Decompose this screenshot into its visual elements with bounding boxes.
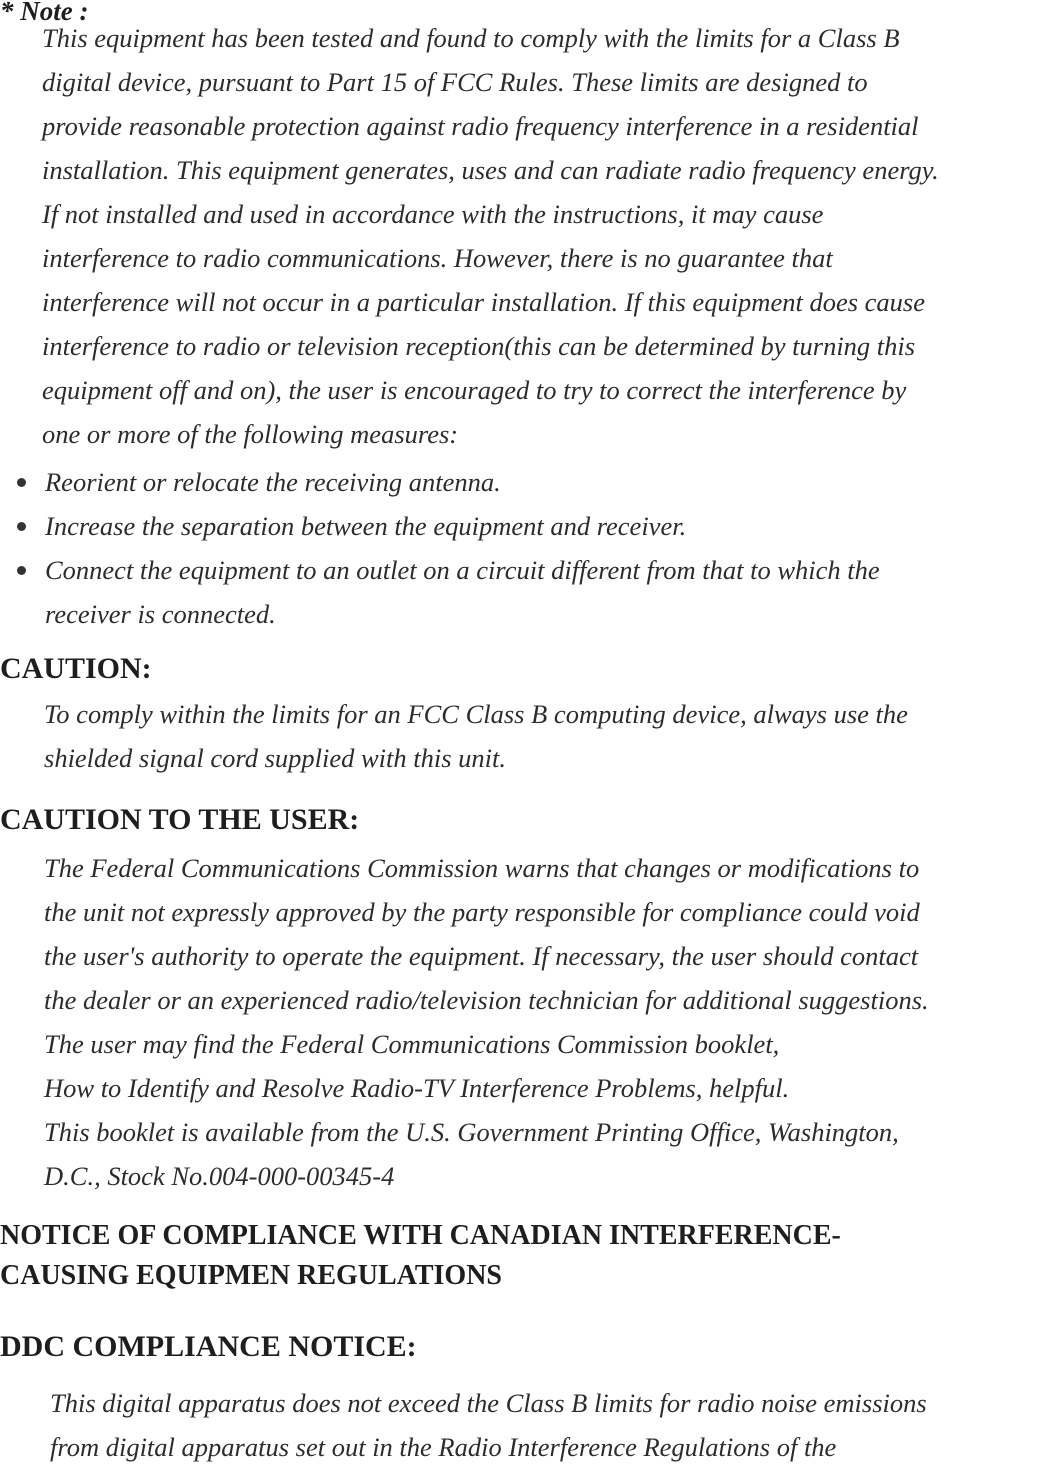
note-line: interference to radio communications. However, there is no guarantee that [42, 243, 833, 273]
caution-line: shielded signal cord supplied with this unit. [44, 743, 507, 773]
note-paragraph [42, 16, 939, 456]
measure-text: receiver is connected. [45, 599, 276, 629]
measures-list [0, 460, 880, 636]
measure-text: Reorient or relocate the receiving antenna. [45, 467, 501, 497]
note-line: interference will not occur in a particular installation. If this equipment does cause [42, 287, 925, 317]
bullet-icon [17, 566, 26, 575]
caution-heading: CAUTION: [0, 652, 152, 685]
note-heading: * Note : [0, 0, 89, 26]
ddc-line: This digital apparatus does not exceed the Class B limits for radio noise emissions [50, 1388, 927, 1418]
note-line: If not installed and used in accordance with the instructions, it may cause [42, 199, 824, 229]
bullet-icon [17, 478, 26, 487]
caution-user-line: How to Identify and Resolve Radio-TV Interference Problems, helpful. [44, 1073, 790, 1103]
note-line: provide reasonable protection against radio frequency interference in a residential [42, 111, 919, 141]
caution-user-line: This booklet is available from the U.S. Government Printing Office, Washington, [44, 1117, 899, 1147]
measure-text: Increase the separation between the equipment and receiver. [45, 511, 687, 541]
caution-user-paragraph [44, 846, 929, 1198]
caution-user-line: The user may find the Federal Communications Commission booklet, [44, 1029, 780, 1059]
caution-user-line: D.C., Stock No.004-000-00345-4 [44, 1161, 395, 1191]
caution-paragraph [44, 692, 908, 780]
bullet-icon [17, 522, 26, 531]
ddc-heading: DDC COMPLIANCE NOTICE: [0, 1330, 417, 1363]
note-line: equipment off and on), the user is encouraged to try to correct the interference by [42, 375, 907, 405]
note-line: This equipment has been tested and found to comply with the limits for a Class B [42, 23, 900, 53]
ddc-paragraph [50, 1381, 927, 1469]
caution-user-heading: CAUTION TO THE USER: [0, 803, 360, 836]
caution-user-line: The Federal Communications Commission warns that changes or modifications to [44, 853, 920, 883]
ddc-line: from digital apparatus set out in the Radio Interference Regulations of the [50, 1432, 837, 1462]
note-line: installation. This equipment generates, uses and can radiate radio frequency energy. [42, 155, 939, 185]
canadian-notice-heading [0, 1216, 841, 1296]
note-line: interference to radio or television reception(this can be determined by turning this [42, 331, 916, 361]
caution-user-line: the unit not expressly approved by the party responsible for compliance could void [44, 897, 920, 927]
note-line: digital device, pursuant to Part 15 of FCC Rules. These limits are designed to [42, 67, 868, 97]
canadian-notice-line: CAUSING EQUIPMEN REGULATIONS [0, 1260, 502, 1291]
note-line: one or more of the following measures: [42, 419, 459, 449]
measure-text: Connect the equipment to an outlet on a circuit different from that to which the [45, 555, 880, 585]
list-item [0, 548, 880, 636]
caution-user-line: the dealer or an experienced radio/television technician for additional suggestions. [44, 985, 929, 1015]
canadian-notice-line: NOTICE OF COMPLIANCE WITH CANADIAN INTERFERENCE- [0, 1220, 841, 1251]
caution-line: To comply within the limits for an FCC Class B computing device, always use the [44, 699, 908, 729]
list-item [0, 460, 880, 504]
list-item [0, 504, 880, 548]
caution-user-line: the user's authority to operate the equipment. If necessary, the user should contact [44, 941, 919, 971]
